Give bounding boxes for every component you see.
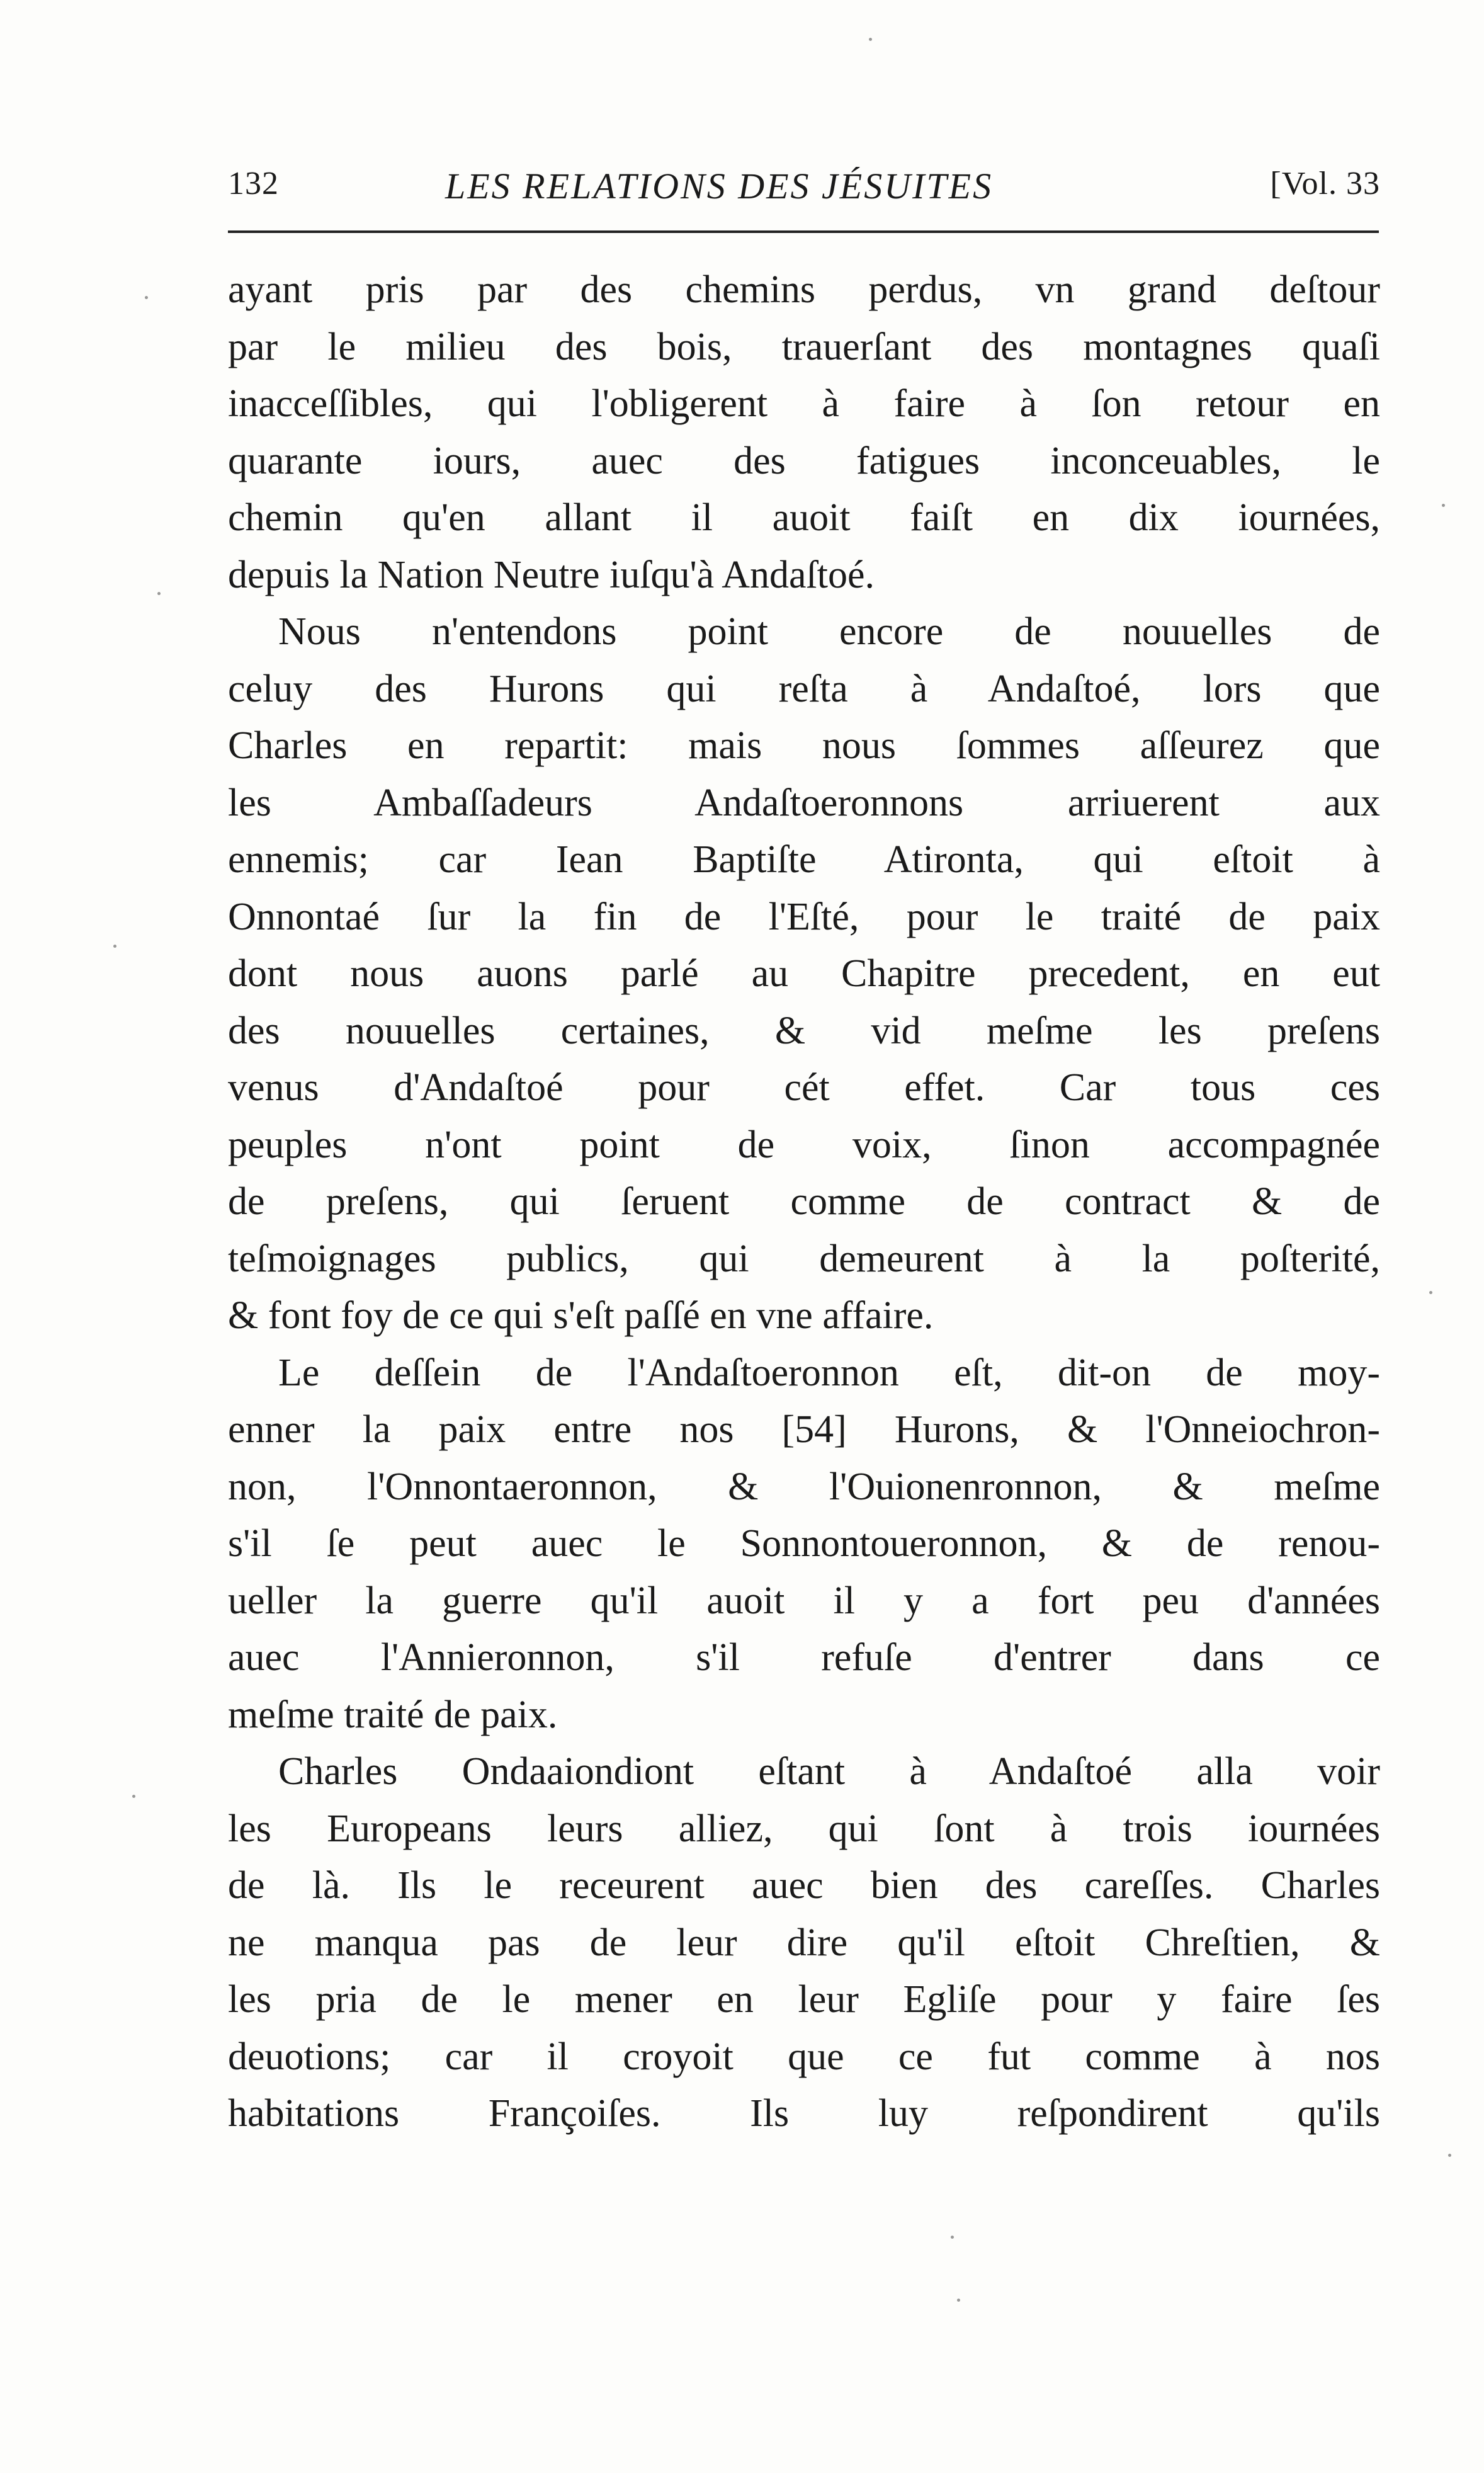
text-line: teſmoignages publics, qui demeurent à la poſterité,: [228, 1237, 1380, 1280]
text-line: non, l'Onnontaeronnon, & l'Ouionenronnon, & meſme: [228, 1465, 1380, 1508]
text-line: & font foy de ce qui s'eſt paſſé en vne affaire.: [228, 1294, 934, 1337]
text-line: Le deſſein de l'Andaſtoeronnon eſt, dit-on de moy-: [278, 1351, 1380, 1394]
text-line: de là. Ils le receurent auec bien des careſſes. Charles: [228, 1864, 1380, 1907]
scan-speck: [951, 2236, 954, 2239]
text-line: ueller la guerre qu'il auoit il y a fort peu d'années: [228, 1579, 1380, 1622]
text-line: quarante iours, auec des fatigues inconceuables, le: [228, 439, 1380, 482]
text-line: celuy des Hurons qui reſta à Andaſtoé, lors que: [228, 667, 1380, 710]
scan-speck: [869, 38, 872, 41]
running-header: [228, 165, 1380, 215]
scan-speck: [1442, 504, 1445, 507]
text-line: venus d'Andaſtoé pour cét effet. Car tous ces: [228, 1066, 1380, 1109]
text-line: meſme traité de paix.: [228, 1693, 558, 1736]
text-line: de preſens, qui ſeruent comme de contract & de: [228, 1180, 1380, 1223]
text-line: enner la paix entre nos [54] Hurons, & l'Onneiochron-: [228, 1408, 1380, 1451]
text-line: les pria de le mener en leur Egliſe pour y faire ſes: [228, 1978, 1380, 2021]
text-line: ayant pris par des chemins perdus, vn grand deſtour: [228, 268, 1380, 311]
text-line: habitations Françoiſes. Ils luy reſpondirent qu'ils: [228, 2092, 1380, 2135]
text-line: peuples n'ont point de voix, ſinon accompagnée: [228, 1123, 1380, 1166]
text-line: Charles Ondaaiondiont eſtant à Andaſtoé alla voir: [278, 1750, 1380, 1793]
text-line: des nouuelles certaines, & vid meſme les preſens: [228, 1009, 1380, 1052]
scan-speck: [157, 592, 161, 595]
scan-speck: [132, 1795, 135, 1798]
text-line: les Europeans leurs alliez, qui ſont à trois iournées: [228, 1807, 1380, 1850]
text-line: s'il ſe peut auec le Sonnontoueronnon, & de renou-: [228, 1522, 1380, 1565]
text-line: chemin qu'en allant il auoit faiſt en dix iournées,: [228, 496, 1380, 539]
text-line: par le milieu des bois, trauerſant des montagnes quaſi: [228, 325, 1380, 368]
text-line: les Ambaſſadeurs Andaſtoeronnons arriuerent aux: [228, 781, 1380, 824]
text-line: Nous n'entendons point encore de nouuelles de: [278, 610, 1380, 653]
text-line: dont nous auons parlé au Chapitre precedent, en eut: [228, 952, 1380, 995]
text-line: ennemis; car Iean Baptiſte Atironta, qui eſtoit à: [228, 838, 1380, 881]
text-line: Charles en repartit: mais nous ſommes aſſeurez que: [228, 724, 1380, 767]
scan-speck: [113, 945, 116, 948]
text-line: deuotions; car il croyoit que ce fut comme à nos: [228, 2035, 1380, 2078]
text-line: Onnontaé ſur la fin de l'Eſté, pour le traité de paix: [228, 895, 1380, 938]
scan-speck: [1429, 1291, 1432, 1294]
scan-speck: [957, 2299, 960, 2302]
text-line: depuis la Nation Neutre iuſqu'à Andaſtoé.: [228, 553, 875, 596]
header-rule: [228, 230, 1379, 233]
running-title: LES RELATIONS DES JÉSUITES: [445, 166, 994, 207]
scan-speck: [1448, 2154, 1451, 2157]
scan-speck: [145, 296, 148, 299]
page-number: 132: [228, 166, 279, 202]
text-line: ne manqua pas de leur dire qu'il eſtoit Chreſtien, &: [228, 1921, 1380, 1964]
text-line: inacceſſibles, qui l'obligerent à faire à ſon retour en: [228, 382, 1380, 425]
body-text: [228, 261, 1380, 2142]
volume-label: [Vol. 33: [1270, 166, 1380, 202]
text-line: auec l'Annieronnon, s'il refuſe d'entrer dans ce: [228, 1636, 1380, 1679]
